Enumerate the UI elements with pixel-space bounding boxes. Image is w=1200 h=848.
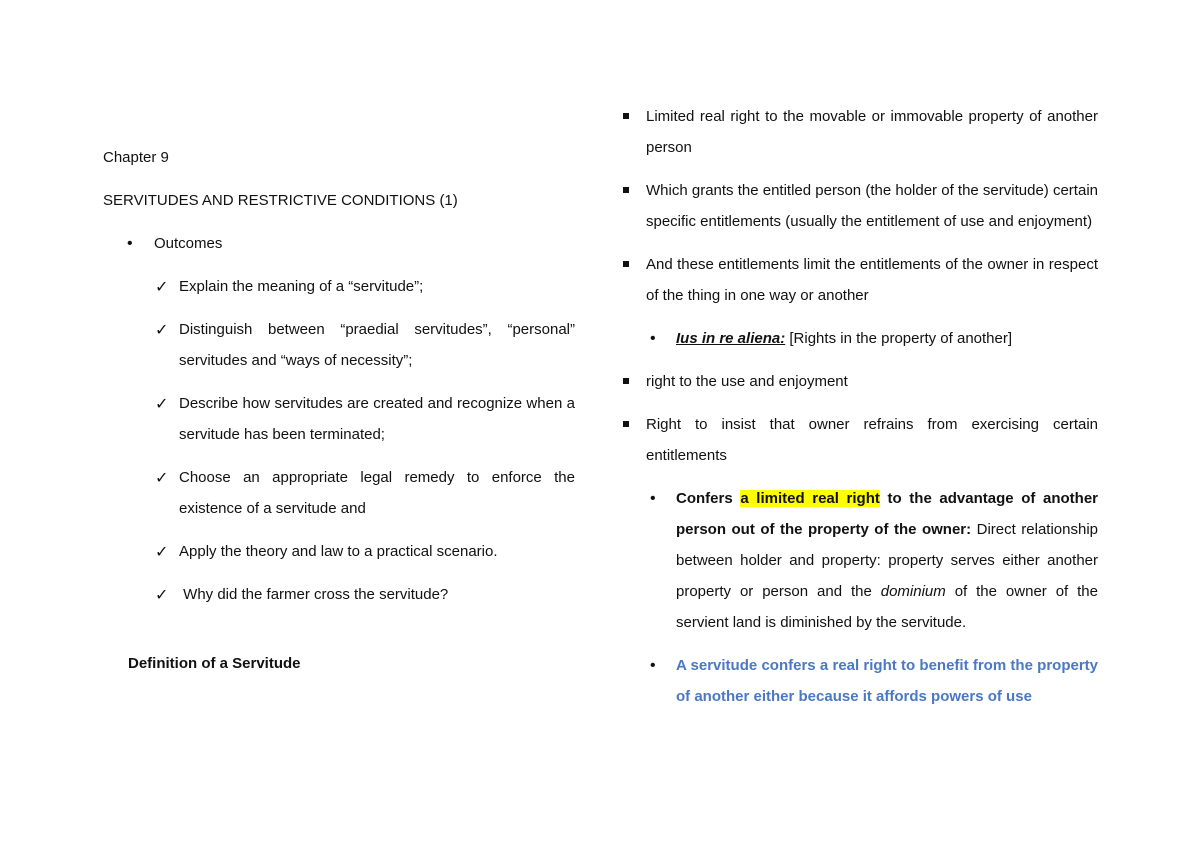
blue-bullet [646, 650, 1098, 712]
definition-heading: Definition of a Servitude [128, 655, 301, 672]
bullet-dot-icon: • [127, 235, 133, 252]
outcomes-bullet [103, 228, 575, 259]
sub-bullet-item [565, 101, 1098, 163]
ius-line [676, 323, 1098, 354]
dominium-term: dominium [880, 583, 946, 600]
sub-bullet-text: right to the use and enjoyment [646, 373, 848, 390]
bullet-dot-icon: • [650, 657, 656, 674]
confers-end: of the owner of the servient land is diminished by the servitude. [676, 583, 1098, 631]
left-column [103, 142, 575, 679]
outcome-text: Choose an appropriate legal remedy to enforce the existence of a servitude and [179, 469, 575, 517]
outcome-item [103, 536, 575, 567]
square-bullet-icon [623, 113, 629, 119]
outcomes-label: Outcomes [154, 235, 223, 252]
square-bullet-icon [623, 421, 629, 427]
outcome-item [103, 314, 575, 376]
checkmark-icon: ✓ [155, 394, 169, 413]
outcome-item [103, 462, 575, 524]
outcome-item [103, 579, 575, 610]
sub-bullet-item [565, 249, 1098, 311]
confers-lead: Confers [676, 490, 741, 507]
confers-bold-tail: to the advantage of another person out of the property of the owner: [676, 490, 1099, 538]
outcome-text: Why did the farmer cross the servitude? [179, 586, 449, 603]
sub-bullet-text: Which grants the entitled person (the holder of the servitude) certain specific entitlements (usually the entitlement of use and enjoyment) [646, 182, 1098, 230]
sub-bullet-item [565, 409, 1098, 471]
confers-paragraph [676, 483, 1098, 638]
ius-term: Ius in re aliena: [676, 330, 786, 347]
outcome-item [103, 388, 575, 450]
ius-bullet [646, 323, 1098, 354]
ius-text: [Rights in the property of another] [785, 330, 1013, 347]
outcome-item [103, 271, 575, 302]
outcome-text: Apply the theory and law to a practical scenario. [179, 543, 498, 560]
confers-body: Direct relationship between holder and property: property serves either another property or person and the [676, 521, 1098, 600]
square-bullet-icon [623, 261, 629, 267]
square-bullet-icon [623, 187, 629, 193]
chapter-title: SERVITUDES AND RESTRICTIVE CONDITIONS (1) [103, 192, 458, 209]
highlighted-phrase: a limited real right [740, 490, 880, 507]
square-bullet-icon [623, 378, 629, 384]
checkmark-icon: ✓ [155, 277, 169, 296]
outcome-text: Distinguish between “praedial servitudes”, “personal” servitudes and “ways of necessity”; [179, 321, 575, 369]
outcome-text: Describe how servitudes are created and recognize when a servitude has been terminated; [179, 395, 575, 443]
bullet-dot-icon: • [650, 330, 656, 347]
sub-bullet-text: And these entitlements limit the entitlements of the owner in respect of the thing in one way or another [646, 256, 1098, 304]
checkmark-icon: ✓ [155, 320, 169, 339]
checkmark-icon: ✓ [155, 542, 169, 561]
blue-paragraph: A servitude confers a real right to benefit from the property of another either because it affords powers of use [676, 657, 1098, 705]
bullet-dot-icon: • [650, 490, 656, 507]
confers-bullet [646, 483, 1098, 638]
sub-bullet-item [565, 175, 1098, 237]
checkmark-icon: ✓ [155, 468, 169, 487]
chapter-label: Chapter 9 [103, 149, 169, 166]
right-column [646, 101, 1098, 724]
sub-bullet-text: Right to insist that owner refrains from exercising certain entitlements [646, 416, 1098, 464]
checkmark-icon: ✓ [155, 585, 169, 604]
sub-bullet-item [565, 366, 1098, 397]
sub-bullet-text: Limited real right to the movable or immovable property of another person [646, 108, 1098, 156]
outcome-text: Explain the meaning of a “servitude”; [179, 278, 424, 295]
